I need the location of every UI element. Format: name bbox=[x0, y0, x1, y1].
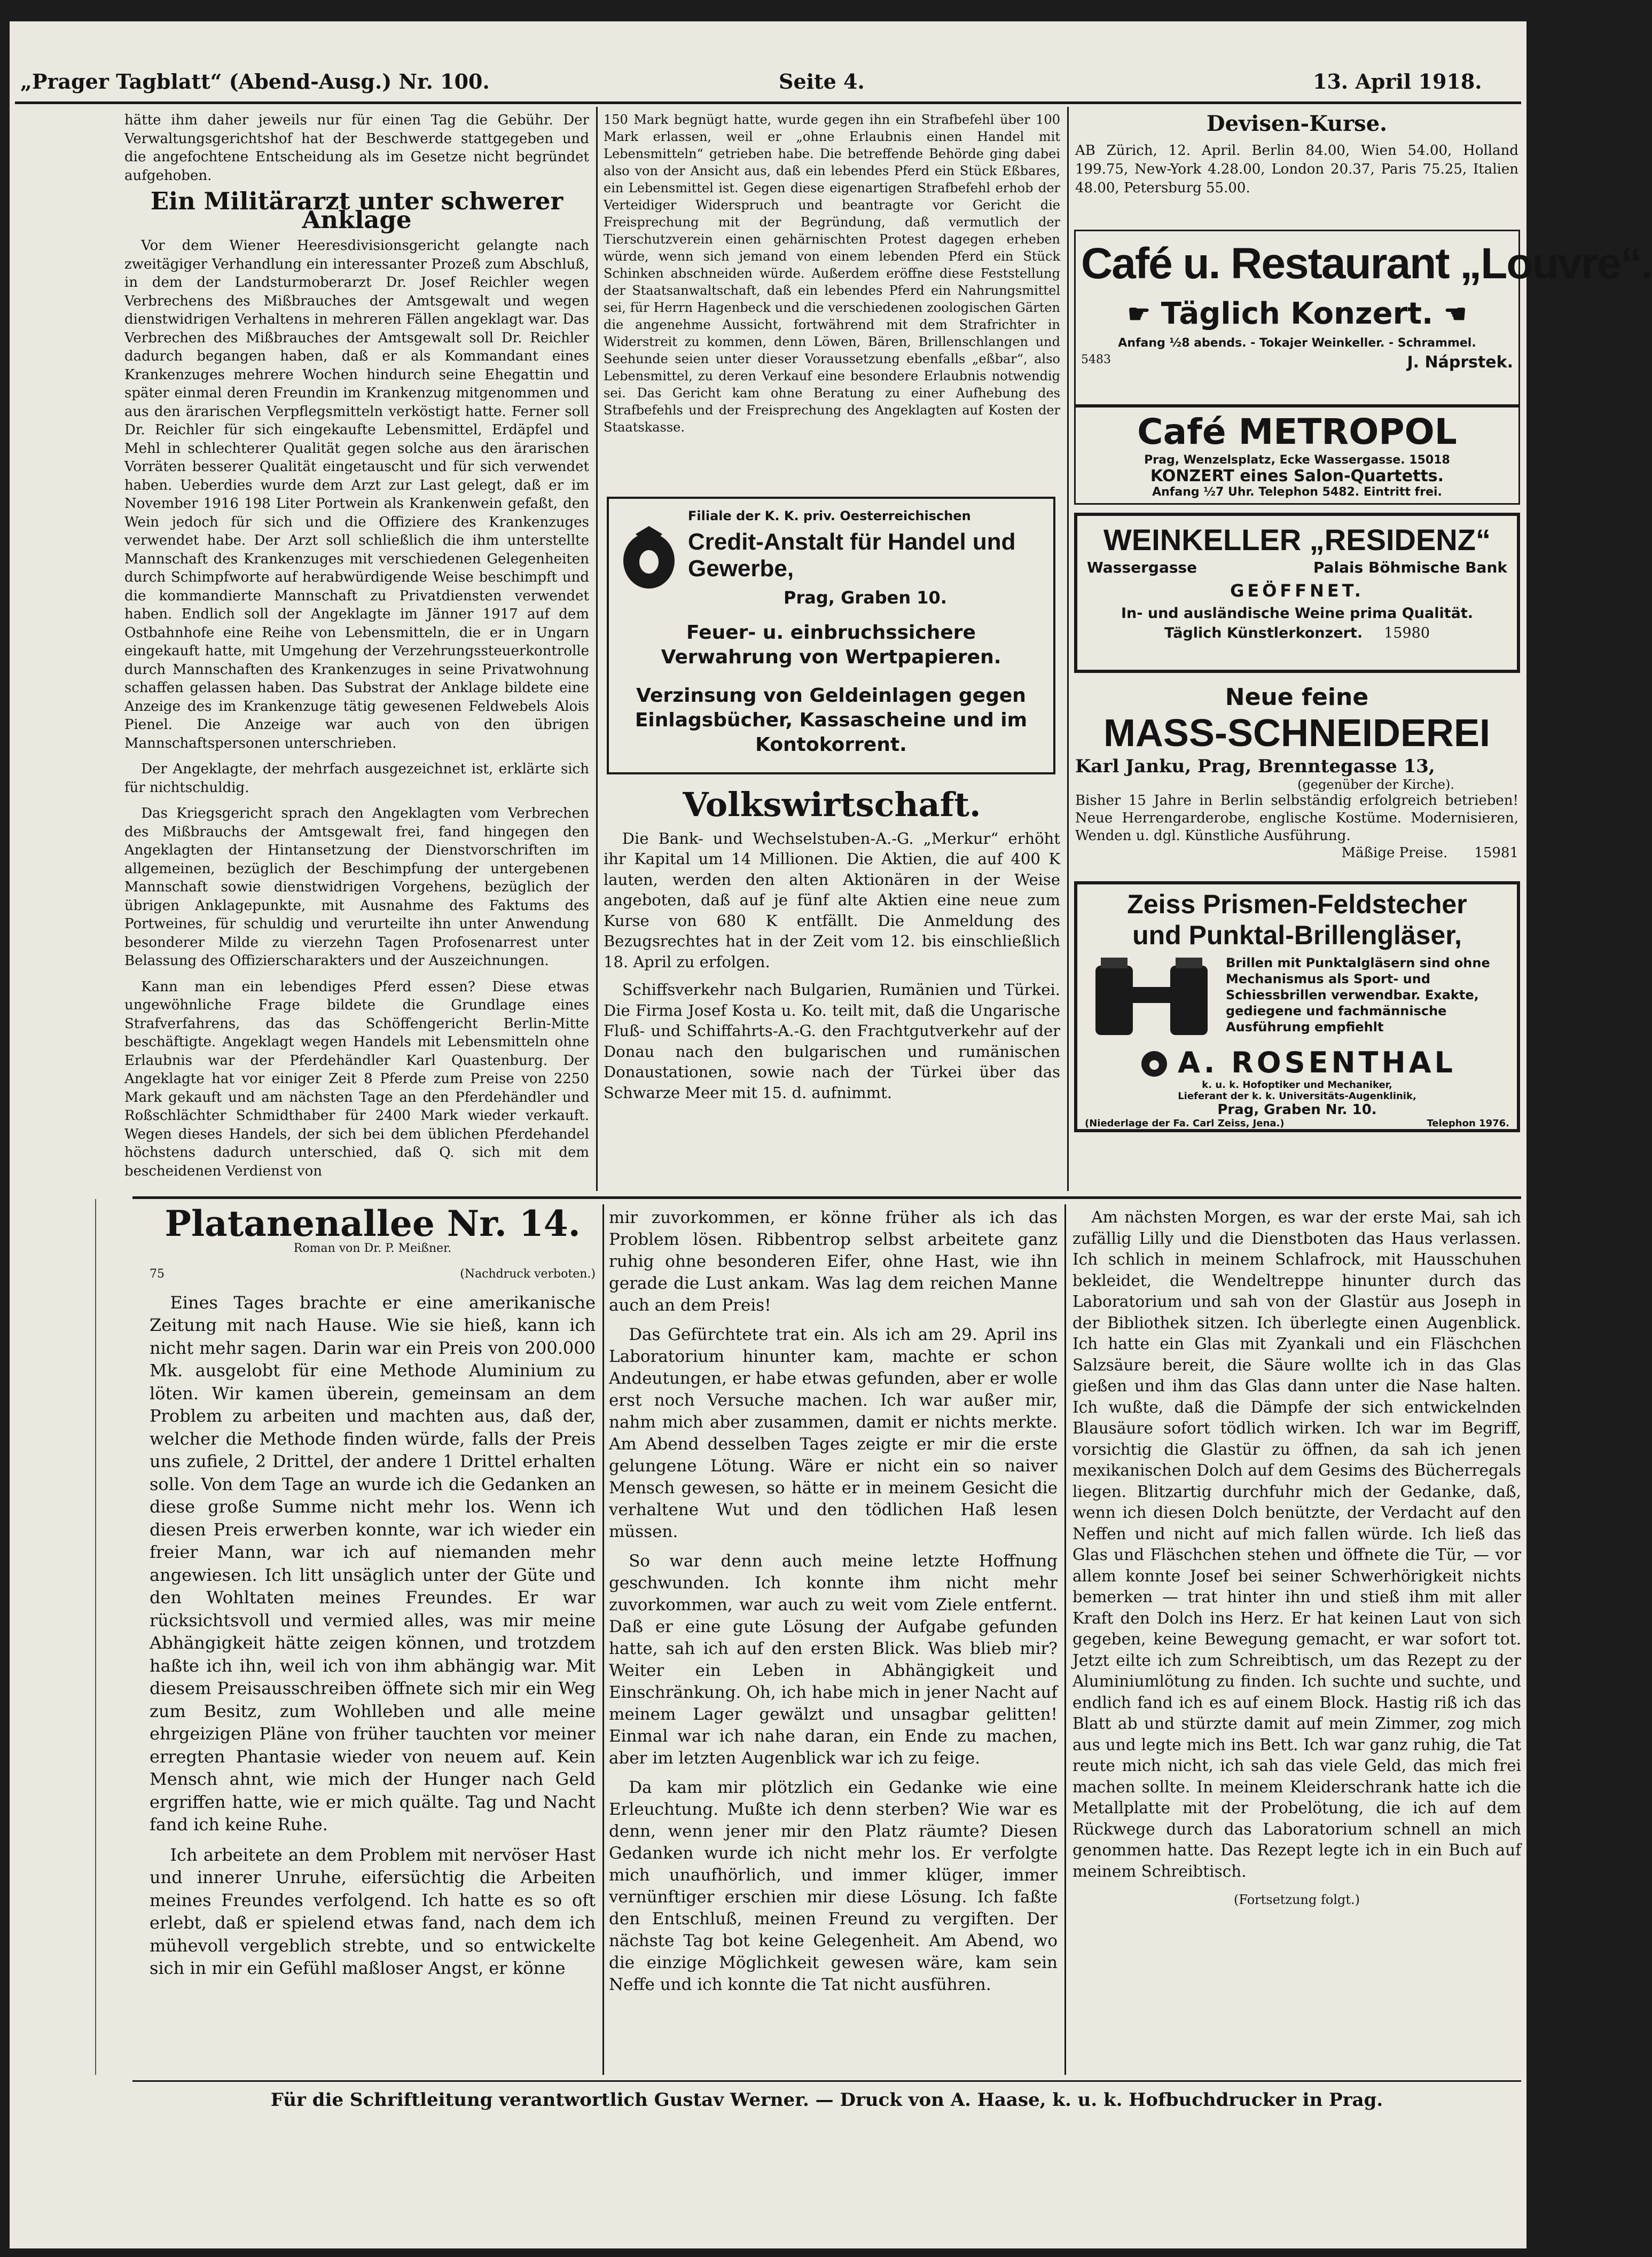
column-2-bottom bbox=[604, 785, 1060, 1110]
zeiss-depot: (Niederlage der Fa. Carl Zeiss, Jena.) bbox=[1085, 1118, 1285, 1129]
residenz-palais: Palais Böhmische Bank bbox=[1313, 559, 1507, 576]
novel-column-3 bbox=[1072, 1207, 1521, 1911]
zeiss-sub: k. u. k. Hofoptiker und Mechaniker, bbox=[1202, 1079, 1392, 1091]
zeiss-address: Prag, Graben Nr. 10. bbox=[1217, 1102, 1377, 1118]
novel-paragraph: Ich arbeitete an dem Problem mit nervöser Hast und innerer Unruhe, eifersüchtig die Arbeiten meines Freundes verfolgend. Ich hatte es so oft erlebt, daß er spielend etwas fand, nach dem ich mühevoll vergeblich strebte, und so entwickelte sich in mir ein Gefühl maßloser Angst, er könne bbox=[150, 1844, 596, 1978]
novel-rights: (Nachdruck verboten.) bbox=[460, 1267, 596, 1281]
bank-ad-line: Filiale der K. K. priv. Oesterreichischen bbox=[688, 508, 971, 523]
novel-paragraph: Da kam mir plötzlich ein Gedanke wie eine Erleuchtung. Mußte ich denn sterben? Wie war es denn, wenn jener mir den Platz räumte? Diesen Gedanken wurde ich nicht mehr los. Er verfolgte mich unaufhörlich, und immer klüger, immer vernünftiger erschien mir diese Lösung. Ich faßte den Entschluß, meinen Freund zu vergiften. Der nächste Tag bot keine Gelegenheit. Am Abend, wo die einzige Möglichkeit gewesen wäre, kam sein Neffe und ich konnte die Tat nicht ausführen. bbox=[609, 1778, 1058, 1994]
zeiss-advertisement bbox=[1074, 881, 1520, 1132]
zeiss-sub: Lieferant der k. k. Universitäts-Augenklinik, bbox=[1178, 1091, 1416, 1102]
louvre-subtitle: Täglich Konzert. bbox=[1161, 296, 1434, 331]
article-paragraph: Die Bank- und Wechselstuben-A.-G. „Merkur“ erhöht ihr Kapital um 14 Millionen. Die Aktien, die auf 400 K lauten, werden den alten Aktionären in der Weise angeboten, daß auf je fünf alte Aktien eine neue zum Kurse von 680 K entfällt. Die Anmeldung des Bezugsrechtes hat in der Zeit vom 12. bis einschließlich 18. April zu erfolgen. bbox=[604, 829, 1060, 971]
novel-continued: (Fortsetzung folgt.) bbox=[1234, 1892, 1360, 1907]
margin-line bbox=[95, 1199, 96, 2075]
devisen-headline: Devisen-Kurse. bbox=[1206, 111, 1388, 136]
tailor-advertisement bbox=[1075, 684, 1518, 861]
article-paragraph: 150 Mark begnügt hatte, wurde gegen ihn ein Strafbefehl über 100 Mark erlassen, weil er „ohne Erlaubnis einen Handel mit Lebensmitteln“ getrieben habe. Die betreffende Behörde ging dabei also von der Ansicht aus, daß ein lebendes Pferd ein Stück Eßbares, ein Lebensmittel ist. Gegen diese eigenartigen Strafbefehl erhob der Verteidiger Widerspruch und beantragte vor Gericht die Freisprechung mit der Begründung, daß vermutlich der Tierschutzverein einen gehärnischten Protest dagegen erheben würde, wenn sich jemand von einem lebenden Pferd ein Stück Schinken abschneiden würde. Außerdem eröffne diese Feststellung der Staatsanwaltschaft, daß ein lebendes Pferd ein Nahrungsmittel sei, für Herrn Hagenbeck und die verschiedenen zoologischen Gärten die angenehme Aussicht, fortwährend mit dem Strafrichter in Widerstreit zu kommen, denn Löwen, Bären, Brillenschlangen und Seehunde seien unter dieser Voraussetzung ebenfalls „eßbar“, also Lebensmittel, zu deren Verkauf eine besondere Erlaubnis notwendig sei. Das Gericht kam ohne Beratung zu einer Aufhebung des Strafbefehls und der Freisprechung des Angeklagten auf Kosten der Staatskasse. bbox=[604, 112, 1060, 435]
header-date: 13. April 1918. bbox=[1313, 69, 1482, 93]
louvre-footer bbox=[1081, 353, 1513, 372]
tailor-address: Karl Janku, Prag, Brenntegasse 13, bbox=[1075, 756, 1435, 777]
novel-column-1 bbox=[150, 1203, 596, 1987]
bank-ad-line: Feuer- u. einbruchssichere Verwahrung von Wertpapieren. bbox=[661, 622, 1001, 668]
bank-ad-name: Credit-Anstalt für Handel und Gewerbe, bbox=[688, 529, 1016, 582]
header-rule bbox=[15, 101, 1521, 104]
bank-ad-address: Prag, Graben 10. bbox=[784, 587, 947, 608]
tailor-price: Mäßige Preise. bbox=[1341, 845, 1448, 861]
article-intro: hätte ihm daher jeweils nur für einen Tag die Gebühr. Der Verwaltungsgerichtshof hat der Beschwerde stattgegeben und die angefochtene Entscheidung als im Gesetze nicht begründet aufgehoben. bbox=[124, 112, 589, 184]
column-2-top bbox=[604, 111, 1060, 443]
eagle-emblem-icon bbox=[1138, 1047, 1170, 1079]
metropol-title: Café METROPOL bbox=[1137, 411, 1457, 452]
residenz-title: WEINKELLER „RESIDENZ“ bbox=[1103, 523, 1491, 557]
novel-paragraph: Am nächsten Morgen, es war der erste Mai, sah ich zufällig Lilly und die Dienstboten das Haus verlassen. Ich schlich in meinem Schlafrock, mit Hausschuhen bekleidet, die Wendeltreppe hinunter durch das Laboratorium und sah von der Glastür aus Joseph in der Bibliothek sitzen. Ich überlegte einen Augenblick. Ich hatte ein Glas mit Zyankali und ein Fläschchen Salzsäure bereit, die Säure wollte ich in das Glas gießen und ihm das Glas dann unter die Nase halten. Ich wußte, daß die Dämpfe der sich entwickelnden Blausäure sofort tödlich wirken. Ich war im Begriff, vorsichtig die Glastür zu öffnen, da sah ich jenen mexikanischen Dolch auf dem Gesims des Bücherregals liegen. Blitzartig durchfuhr mich der Gedanke, daß, wenn ich diesen Dolch benützte, der Verdacht auf den Neffen und nicht auf mich fallen würde. Ich ließ das Glas und Fläschchen stehen und öffnete die Tür, — vor allem konnte Josef bei seiner Schwerhörigkeit nichts bemerken — trat hinter ihn und stieß ihm mit aller Kraft den Dolch ins Herz. Er hat keinen Laut von sich gegeben, keine Bewegung gemacht, er war sofort tot. Jetzt eilte ich zum Schreibtisch, um das Rezept zu der Aluminiumlötung zu finden. Ich suchte und suchte, und endlich fand ich es auf einem Block. Hastig riß ich das Blatt ab und stürzte damit auf mein Zimmer, zog mich aus und legte mich ins Bett. Ich war ganz ruhig, die Tat reute mich nicht, ich sah das viele Geld, das mich frei machen sollte. In meinem Kleiderschrank hatte ich die Metallplatte mit der Probelötung, die ich auf dem Rückwege durch das Laboratorium schnell an mich genommen hatte. Das Rezept legte ich in ein Buch auf meinem Schreibtisch. bbox=[1072, 1208, 1521, 1880]
novel-meta bbox=[150, 1263, 596, 1286]
novel-paragraph: So war denn auch meine letzte Hoffnung geschwunden. Ich konnte ihm nicht mehr zuvorkommen, war auch zu weit vom Ziele entfernt. Daß er eine gute Lösung der Aufgabe gefunden hatte, sah ich auf den ersten Blick. Was blieb mir? Weiter ein Leben in Abhängigkeit und Einschränkung. Oh, ich habe mich in jener Nacht auf meinem Lager gewälzt und unsagbar gelitten! Einmal war ich nahe daran, ein Ende zu machen, aber im letzten Augenblick war ich zu feige. bbox=[609, 1551, 1058, 1768]
header-masthead: „Prager Tagblatt“ (Abend-Ausg.) Nr. 100. bbox=[20, 69, 490, 93]
footer-rule bbox=[132, 2080, 1521, 2082]
bank-advertisement bbox=[607, 497, 1055, 774]
ad-number: 5483 bbox=[1081, 353, 1111, 366]
tailor-footer bbox=[1075, 845, 1518, 861]
article-paragraph: Der Angeklagte, der mehrfach ausgezeichnet ist, erklärte sich für nichtschuldig. bbox=[124, 761, 589, 796]
devisen-rates: AB Zürich, 12. April. Berlin 84.00, Wien 54.00, Holland 199.75, New-York 4.28.00, London 20.37, Paris 75.25, Italien 48.00, Petersburg 55.00. bbox=[1075, 143, 1518, 196]
metropol-address: Prag, Wenzelsplatz, Ecke Wassergasse. 15018 bbox=[1144, 453, 1450, 467]
novel-column-2 bbox=[609, 1207, 1058, 2003]
louvre-owner: J. Náprstek. bbox=[1407, 353, 1513, 372]
column-divider bbox=[602, 1204, 604, 2075]
zeiss-phone: Telephon 1976. bbox=[1427, 1118, 1509, 1129]
tailor-note: (gegenüber der Kirche). bbox=[1297, 777, 1454, 792]
zeiss-title: und Punktal-Brillengläser, bbox=[1132, 920, 1462, 950]
residenz-open: GEÖFFNET. bbox=[1230, 581, 1364, 601]
tailor-text: Bisher 15 Jahre in Berlin selbständig erfolgreich betrieben! Neue Herrengarderobe, englische Kostüme. Modernisieren, Wenden u. dgl. Künstliche Ausführung. bbox=[1075, 793, 1518, 844]
novel-installment: 75 bbox=[150, 1267, 165, 1281]
article-paragraph: Vor dem Wiener Heeresdivisionsgericht gelangte nach zweitägiger Verhandlung ein interessanter Prozeß zum Abschluß, in dem der Landsturmoberarzt Dr. Josef Reichler wegen Verbrechens des Mißbrauches der Amtsgewalt und wegen dienstwidrigen Verhaltens in mehreren Fällen angeklagt war. Das Verbrechen des Mißbrauches der Amtsgewalt soll Dr. Reichler dadurch begangen haben, daß er als Kommandant eines Krankenzuges mehrere Wochen hindurch seine Ehegattin und später einmal deren Freundin im Krankenzug mitgenommen und aus den ärarischen Verpflegsmitteln verköstigt hatte. Ferner soll Dr. Reichler für sich eingekaufte Lebensmittel, Erdäpfel und Mehl in schlechterer Qualität gegen solche aus den ärarischen Vorräten besserer Qualität eingetauscht und für sich verwendet haben. Ueberdies wurde dem Arzt zur Last gelegt, daß er im November 1916 198 Liter Portwein als Krankenwein gefaßt, den Wein jedoch für sich und die Offiziere des Krankenzuges verwendet habe. Der Arzt soll schließlich die ihm unterstellte Mannschaft des Krankenzuges mit verschiedenen Gelegenheiten durch Schimpfworte auf herabwürdigende Weise beschimpft und die kommandierte Mannschaft zu Privatdiensten verwendet haben. Endlich soll der Angeklagte im Jänner 1917 auf dem Ostbahnhofe eine Reihe von Lebensmitteln, die er in Ungarn eingekauft hatte, mit Umgehung der Verzehrungssteuerkontrolle durch Mannschaften des Krankenzuges in seine Privatwohnung schaffen gelassen haben. Das Substrat der Anklage bildete eine Anzeige des im Krankenzuge tätig gewesenen Feldwebels Alois Pienel. Die Anzeige war auch von den übrigen Mannschaftspersonen unterschrieben. bbox=[124, 238, 589, 751]
novel-paragraph: Eines Tages brachte er eine amerikanische Zeitung mit nach Hause. Wie sie hieß, kann ich nicht mehr sagen. Darin war ein Preis von 200.000 Mk. ausgelobt für eine Methode Aluminium zu löten. Wir kamen überein, gemeinsam an dem Problem zu arbeiten und machten aus, daß der, welcher die Methode finden würde, falls der Preis uns zufiele, 2 Drittel, der andere 1 Drittel erhalten solle. Von dem Tage an wurde ich die Gedanken an diese große Summe nicht mehr los. Wenn ich diesen Preis erwerben konnte, war ich wieder ein freier Mann, war ich auf niemanden mehr angewiesen. Ich litt unsäglich unter der Güte und den Wohltaten meines Freundes. Er war rücksichtsvoll und vermied alles, was mir meine Abhängigkeit hätte zeigen können, und trotzdem haßte ich ihn, weil ich von ihm abhängig war. Mit diesem Preisausschreiben öffnete sich mir ein Weg zum Besitz, zum Wohlleben und alle meine ehrgeizigen Pläne von früher tauchten vor meiner erregten Phantasie wieder von neuem auf. Kein Mensch ahnt, wie mich der Hunger nach Geld ergriffen hatte, wie er mich quälte. Tag und Nacht fand ich keine Ruhe. bbox=[150, 1292, 596, 1835]
residenz-concert-row bbox=[1087, 625, 1507, 641]
zeiss-footer bbox=[1085, 1118, 1509, 1129]
hand-pointer-icon: ☛ bbox=[1127, 299, 1150, 329]
tailor-line: Neue feine bbox=[1225, 684, 1369, 711]
section-rule bbox=[132, 1196, 1521, 1199]
residenz-wines: In- und ausländische Weine prima Qualität. bbox=[1121, 605, 1473, 622]
newspaper-page bbox=[10, 21, 1652, 2248]
column-3 bbox=[1075, 111, 1518, 198]
article-paragraph: Schiffsverkehr nach Bulgarien, Rumänien und Türkei. Die Firma Josef Kosta u. Ko. teilt mit, daß die Ungarische Fluß- und Schiffahrts-A.-G. den Frachtgutverkehr auf der Donau nach den bulgarischen und rumänischen Donaustationen, sowie nach der Türkei über das Schwarze Meer mit 15. d. aufnimmt. bbox=[604, 981, 1060, 1102]
zeiss-title: Zeiss Prismen-Feldstecher bbox=[1127, 889, 1467, 919]
article-paragraph: Kann man ein lebendiges Pferd essen? Diese etwas ungewöhnliche Frage bildete die Grundlage eines Strafverfahrens, das das Schöffengericht Berlin-Mitte beschäftigte. Angeklagt wegen Handels mit Lebensmitteln ohne Erlaubnis war der Pferdehändler Karl Quastenburg. Der Angeklagte hat vor einiger Zeit 8 Pferde zum Preise von 2250 Mark gekauft und am nächsten Tage an den Pferdehändler und Roßschlächter Schmidthaber für 2400 Mark wieder verkauft. Wegen dieses Handels, der sich bei dem üblichen Pferdehandel höchstens dadurch unterschied, daß Q. sich mit dem bescheidenen Verdienst von bbox=[124, 978, 589, 1179]
metropol-details: Anfang ½7 Uhr. Telephon 5482. Eintritt frei. bbox=[1152, 485, 1442, 499]
ad-number: 15981 bbox=[1474, 845, 1518, 861]
novel-paragraph: Das Gefürchtete trat ein. Als ich am 29. April ins Laboratorium hinunter kam, machte er schon Andeutungen, er habe etwas gefunden, aber er wolle erst noch Versuche machen. Ich war außer mir, nahm mich aber zusammen, damit er nichts merkte. Am Abend desselben Tages zeigte er mir die erste gelungene Lötung. Wäre er nicht ein so naiver Mensch gewesen, so hätte er in meinem Gesicht die verhaltene Wut und den tödlichen Haß lesen müssen. bbox=[609, 1325, 1058, 1541]
section-headline: Volkswirtschaft. bbox=[683, 785, 981, 824]
louvre-details: Anfang ½8 abends. - Tokajer Weinkeller. - Schrammel. bbox=[1118, 336, 1476, 350]
novel-title: Platanenallee Nr. 14. bbox=[165, 1203, 581, 1244]
zeiss-name-row bbox=[1085, 1046, 1509, 1079]
binoculars-icon bbox=[1085, 955, 1218, 1046]
louvre-title: Café u. Restaurant „Louvre“. bbox=[1081, 239, 1652, 288]
louvre-advertisement bbox=[1074, 230, 1652, 406]
article-headline: Ein Militärarzt unter schwerer Anklage bbox=[150, 187, 563, 234]
novel-paragraph: mir zuvorkommen, er könne früher als ich das Problem lösen. Ribbentrop selbst arbeitete ganz ruhig ohne besonderen Eifer, ohne Hast, wie ihn gerade die Lust ankam. Was lag dem reichen Manne auch an dem Preis! bbox=[609, 1208, 1058, 1315]
residenz-street: Wassergasse bbox=[1087, 559, 1197, 576]
article-paragraph: Das Kriegsgericht sprach den Angeklagten vom Verbrechen des Mißbrauchs der Amtsgewalt frei, fand hingegen den Angeklagten der Hintansetzung der Dienstvorschriften im allgemeinen, bezüglich der Beschimpfung der untergebenen Mannschaft sowie dienstwidrigen Vorgehens, bezüglich der übrigen Anklagepunkte, mit Ausnahme des Faktums des Portweines, für schuldig und verurteilte ihn unter Anwendung besonderer Milde zu vierzehn Tagen Profosenarrest unter Belassung des Offizierscharakters und der Auszeichnungen. bbox=[124, 805, 589, 969]
zeiss-text: Brillen mit Punktalgläsern sind ohne Mechanismus als Sport- und Schiessbrillen verwendbar. Exakte, gediegene und fachmännische Ausführung empfiehlt bbox=[1226, 955, 1490, 1035]
bank-ad-header bbox=[620, 508, 1043, 608]
ad-number: 15980 bbox=[1384, 625, 1430, 641]
hand-pointer-icon: ☚ bbox=[1444, 299, 1467, 329]
eagle-emblem-icon bbox=[620, 523, 678, 593]
bank-ad-line: Verzinsung von Geldeinlagen gegen Einlagsbücher, Kassascheine und im Kontokorrent. bbox=[635, 685, 1028, 756]
column-divider bbox=[1064, 1204, 1066, 2075]
metropol-advertisement bbox=[1074, 406, 1520, 505]
louvre-subtitle-row bbox=[1081, 296, 1513, 331]
residenz-advertisement bbox=[1074, 513, 1520, 673]
zeiss-company: A. ROSENTHAL bbox=[1178, 1046, 1456, 1079]
residenz-concert: Täglich Künstlerkonzert. bbox=[1164, 625, 1363, 641]
zeiss-body bbox=[1085, 955, 1509, 1046]
header-page-number: Seite 4. bbox=[779, 69, 865, 93]
metropol-concert: KONZERT eines Salon-Quartetts. bbox=[1150, 467, 1444, 485]
residenz-address bbox=[1087, 559, 1507, 576]
tailor-title: MASS-SCHNEIDEREI bbox=[1103, 712, 1491, 755]
column-divider bbox=[596, 107, 598, 1191]
novel-author: Roman von Dr. P. Meißner. bbox=[293, 1241, 452, 1255]
column-1 bbox=[124, 111, 589, 1188]
column-divider bbox=[1067, 107, 1069, 1191]
imprint-footer: Für die Schriftleitung verantwortlich Gustav Werner. — Druck von A. Haase, k. u. k. Hofbuchdrucker in Prag. bbox=[270, 2089, 1383, 2111]
